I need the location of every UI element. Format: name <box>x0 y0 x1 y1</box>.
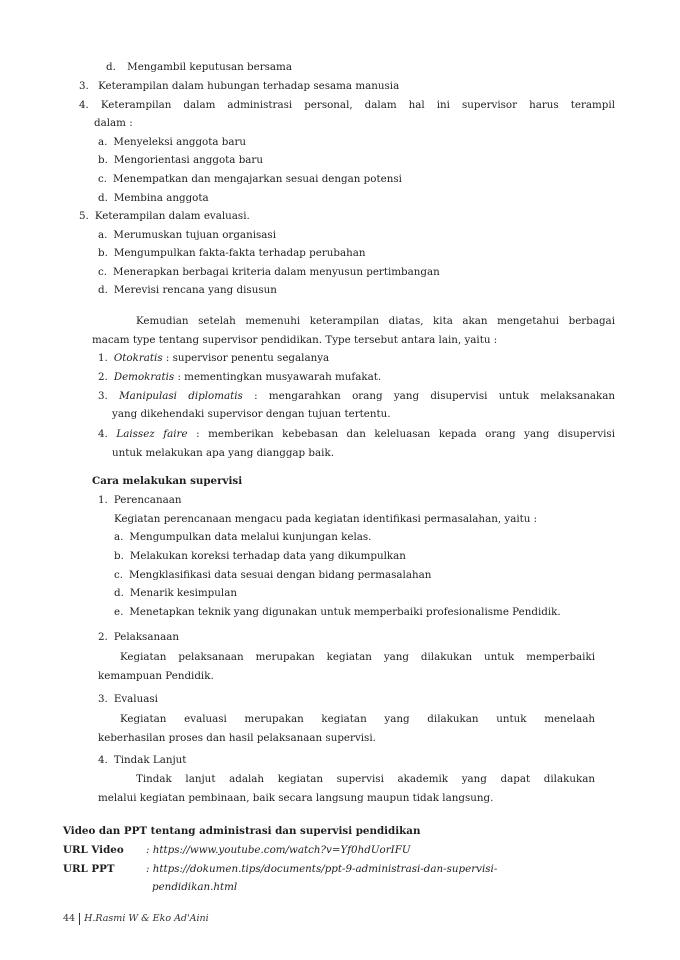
list-marker: 3. <box>79 80 89 92</box>
list-text-continuation: untuk melakukan apa yang dianggap baik. <box>112 447 334 459</box>
paragraph-line: Kegiatan pelaksanaan merupakan kegiatan yang dilakukan untuk memperbaiki <box>120 651 595 663</box>
list-item: d. Membina anggota <box>98 192 209 204</box>
list-item: c. Menempatkan dan mengajarkan sesuai dengan potensi <box>98 173 402 185</box>
list-item: c. Mengklasifikasi data sesuai dengan bidang permasalahan <box>114 569 432 581</box>
list-item <box>106 58 292 77</box>
list-item: c. Menerapkan berbagai kriteria dalam menyusun pertimbangan <box>98 266 440 278</box>
paragraph-line: keberhasilan proses dan hasil pelaksanaan supervisi. <box>98 732 376 744</box>
list-item: 2. Demokratis : mementingkan musyawarah mufakat. <box>98 371 382 383</box>
footer-authors: H.Rasmi W & Eko Ad'Aini <box>84 913 209 924</box>
list-item: b. Mengumpulkan fakta-fakta terhadap perubahan <box>98 247 366 259</box>
list-item: 4. Laissez faire : memberikan kebebasan dan keleluasan kepada orang yang disupervisi <box>98 428 616 440</box>
list-item: 5. Keterampilan dalam evaluasi. <box>79 210 250 222</box>
paragraph-line: Tindak lanjut adalah kegiatan supervisi akademik yang dapat dilakukan <box>136 773 595 785</box>
ppt-url-link[interactable]: : https://dokumen.tips/documents/ppt-9-administrasi-dan-supervisi- <box>146 863 498 875</box>
list-item: e. Menetapkan teknik yang digunakan untuk memperbaiki profesionalisme Pendidik. <box>114 606 561 618</box>
list-item: a. Menyeleksi anggota baru <box>98 136 247 148</box>
list-marker: d. <box>106 61 116 73</box>
list-text: Keterampilan dalam hubungan terhadap sesama manusia <box>98 80 400 92</box>
list-item: b. Melakukan koreksi terhadap data yang dikumpulkan <box>114 550 406 562</box>
list-item: 1. Otokratis : supervisor penentu segalanya <box>98 352 330 364</box>
subsection-title: 4. Tindak Lanjut <box>98 754 187 766</box>
subsection-title: 1. Perencanaan <box>98 494 182 506</box>
subsection-title: 3. Evaluasi <box>98 693 158 705</box>
resources-heading: Video dan PPT tentang administrasi dan supervisi pendidikan <box>63 825 421 837</box>
list-text-continuation: dalam : <box>94 117 133 129</box>
video-url-label: URL Video <box>63 844 124 856</box>
list-marker: 4. <box>79 99 89 111</box>
paragraph-line: macam type tentang supervisor pendidikan. Type tersebut antara lain, yaitu : <box>92 334 498 346</box>
paragraph-line: melalui kegiatan pembinaan, baik secara langsung maupun tidak langsung. <box>98 792 494 804</box>
list-text: Mengambil keputusan bersama <box>127 61 292 73</box>
paragraph-line: Kegiatan evaluasi merupakan kegiatan yang dilakukan untuk menelaah <box>120 713 595 725</box>
list-item: d. Merevisi rencana yang disusun <box>98 284 277 296</box>
list-item <box>79 96 615 115</box>
section-heading: Cara melakukan supervisi <box>92 475 243 487</box>
subsection-title: 2. Pelaksanaan <box>98 631 180 643</box>
page-number: 44 <box>63 913 76 924</box>
list-item: 3. Manipulasi diplomatis : mengarahkan orang yang disupervisi untuk melaksanakan <box>98 390 615 402</box>
video-url-link[interactable]: : https://www.youtube.com/watch?v=Yf0hdUorIFU <box>146 844 411 856</box>
paragraph-line: Kegiatan perencanaan mengacu pada kegiatan identifikasi permasalahan, yaitu : <box>114 513 538 525</box>
list-item <box>79 77 399 96</box>
ppt-url-link-continuation[interactable]: pendidikan.html <box>152 881 238 893</box>
list-item: d. Menarik kesimpulan <box>114 587 237 599</box>
paragraph-line: kemampuan Pendidik. <box>98 670 214 682</box>
list-item: b. Mengorientasi anggota baru <box>98 154 263 166</box>
paragraph-line: Kemudian setelah memenuhi keterampilan diatas, kita akan mengetahui berbagai <box>136 315 615 327</box>
page-footer <box>63 910 209 929</box>
list-text-continuation: yang dikehendaki supervisor dengan tujuan tertentu. <box>112 408 391 420</box>
ppt-url-label: URL PPT <box>63 863 115 875</box>
list-item: a. Mengumpulkan data melalui kunjungan kelas. <box>114 531 372 543</box>
footer-divider <box>79 913 80 925</box>
list-text: Keterampilan dalam administrasi personal, dalam hal ini supervisor harus terampil <box>100 99 615 111</box>
list-item: a. Merumuskan tujuan organisasi <box>98 229 276 241</box>
